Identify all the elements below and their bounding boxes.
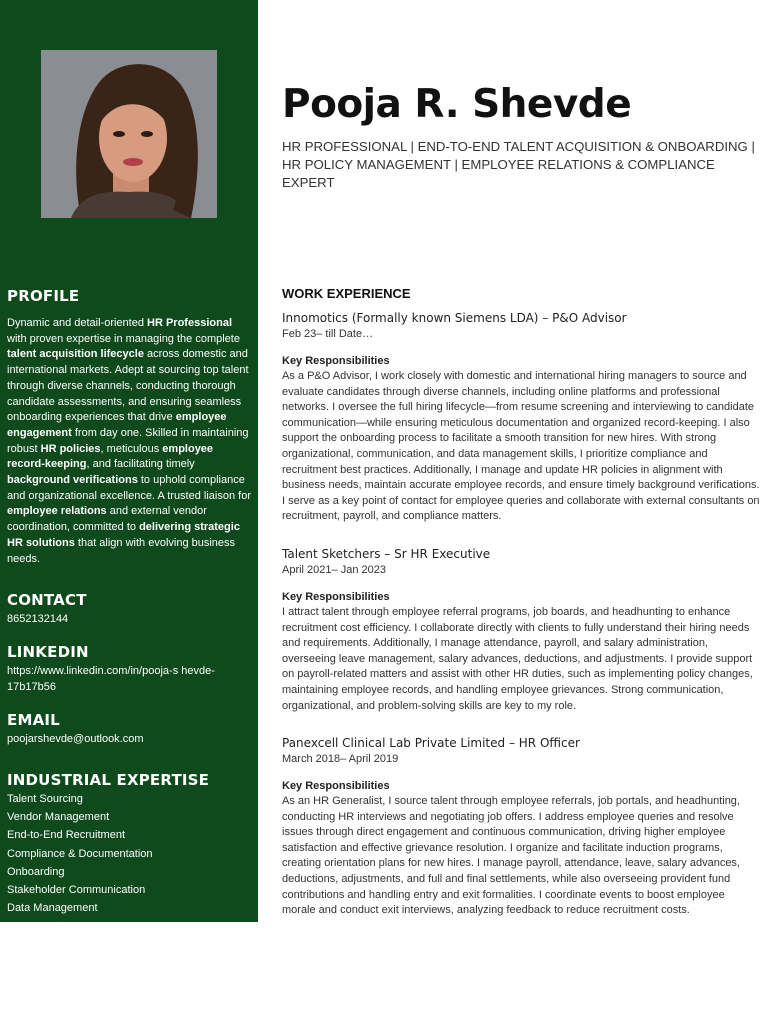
email-heading: EMAIL (7, 711, 60, 729)
job-title: Talent Sketchers – Sr HR Executive (282, 547, 491, 561)
profile-highlight: background verifications (7, 474, 138, 487)
job-title: Innomotics (Formally known Siemens LDA) – P&O Advisor (282, 311, 627, 325)
profile-text-run: to uphold compliance and organizational excellence. A trusted liaison for (7, 474, 251, 502)
job-dates: Feb 23– till Date… (282, 328, 374, 340)
profile-text-run: from day one. Skilled in maintaining robust (7, 426, 249, 455)
job-description: As an HR Generalist, I source talent through employee referrals, job portals, and headhunting, conducting HR interviews and negotiating job offers. I address employee queries and resolve issues through direct engagement and continuous communication, driving higher employee satisfaction and effective grievance resolution. I organize and facilitate induction programs, creating orientation plans for new hires. I manage payroll, attendance, leave, salary advances, deductions, adjustments, and full and final settlements, while also overseeing provident fund contributions and handling entry and exit formalities. I coordinate events to boost employee morale and conduct exit interviews, analyzing feedback to reduce recruitment costs. (282, 795, 740, 917)
profile-text-run: with proven expertise in managing the complete (7, 332, 240, 345)
profile-text-run: that align with evolving business needs. (7, 536, 236, 565)
profile-highlight: delivering strategic HR solutions (7, 521, 240, 549)
expertise-item: Compliance & Documentation (7, 847, 153, 860)
expertise-list (7, 790, 153, 917)
expertise-item: Talent Sourcing (7, 793, 83, 805)
profile-summary (7, 316, 253, 567)
expertise-item: Data Management (7, 902, 98, 915)
tagline: HR PROFESSIONAL | END-TO-END TALENT ACQUISITION & ONBOARDING | HR POLICY MANAGEMENT | EMPLOYEE RELATIONS & COMPLIANCE EXPERT (282, 139, 755, 190)
job-entry (282, 310, 760, 525)
email-address[interactable]: poojarshevde@outlook.com (7, 733, 144, 745)
profile-heading: PROFILE (7, 287, 80, 305)
expertise-item: Vendor Management (7, 811, 110, 824)
expertise-item: Stakeholder Communication (7, 883, 146, 896)
job-entry (282, 546, 760, 714)
job-title: Panexcell Clinical Lab Private Limited – HR Officer (282, 736, 580, 750)
profile-text-run: across domestic and international markets. Adept at sourcing top talent through diverse channels, conducting thorough candidate assessments, and ensuring seamless onboarding experiences that drive (7, 348, 249, 424)
key-responsibilities-label: Key Responsibilities (282, 591, 390, 603)
job-dates: April 2021– Jan 2023 (282, 564, 386, 576)
profile-highlight: employee engagement (7, 411, 227, 439)
key-responsibilities-label: Key Responsibilities (282, 780, 390, 792)
candidate-name: Pooja R. Shevde (282, 82, 632, 127)
profile-text-run: , and facilitating timely (86, 458, 195, 471)
expertise-heading: INDUSTRIAL EXPERTISE (7, 771, 210, 789)
job-dates: March 2018– April 2019 (282, 753, 399, 765)
profile-photo (41, 50, 217, 218)
expertise-item: Onboarding (7, 865, 65, 878)
job-description: As a P&O Advisor, I work closely with domestic and international hiring managers to source and evaluate candidates through diverse channels, including online platforms and professional networks. I oversee the full hiring lifecycle—from resume screening and interviewing to candidate communication—while ensuring meticulous documentation and organized record-keeping. I also support the onboarding process to facilitate a smooth transition for new hires. With strong organizational, communication, and data management skills, I prioritize compliance and recruitment best practices. Additionally, I manage and update HR policies in alignment with business needs, maintain accurate employee records, and ensure timely background verifications. I serve as a key point of contact for employee queries and collaborate with external consultants on recruitment, payroll, and compliance matters. (282, 370, 760, 523)
profile-text-run: and external vendor coordination, committed to (7, 505, 207, 534)
phone-number: 8652132144 (7, 613, 69, 625)
profile-highlight: talent acquisition lifecycle (7, 348, 144, 361)
contact-heading: CONTACT (7, 591, 87, 609)
profile-highlight: employee relations (7, 505, 107, 518)
profile-highlight: HR Professional (147, 317, 232, 329)
profile-highlight: employee record-keeping (7, 442, 214, 471)
sidebar (0, 0, 258, 922)
job-description: I attract talent through employee referral programs, job boards, and headhunting to enhance recruitment cost efficiency. I collaborate directly with clients to fully understand their hiring needs and requirements. Additionally, I manage attendance, payroll, and salary administration, overseeing leave management, salary advances, deductions, and adjustments. I provide support on payroll-related matters and assist with other HR duties, such as implementing policy changes, maintaining employee records, and handling employee grievances. Strong communication, organizational, and problem-solving skills are key to my role. (282, 606, 753, 712)
profile-highlight: HR policies (40, 442, 101, 455)
profile-text-run: , meticulous (100, 442, 163, 455)
linkedin-url[interactable]: https://www.linkedin.com/in/pooja-s hevde-17b17b56 (7, 665, 215, 693)
job-entry (282, 735, 760, 919)
linkedin-heading: LINKEDIN (7, 643, 89, 661)
key-responsibilities-label: Key Responsibilities (282, 355, 390, 367)
profile-text-run: Dynamic and detail-oriented (7, 317, 148, 329)
work-experience-heading: WORK EXPERIENCE (282, 286, 411, 301)
expertise-item: End-to-End Recruitment (7, 829, 125, 842)
